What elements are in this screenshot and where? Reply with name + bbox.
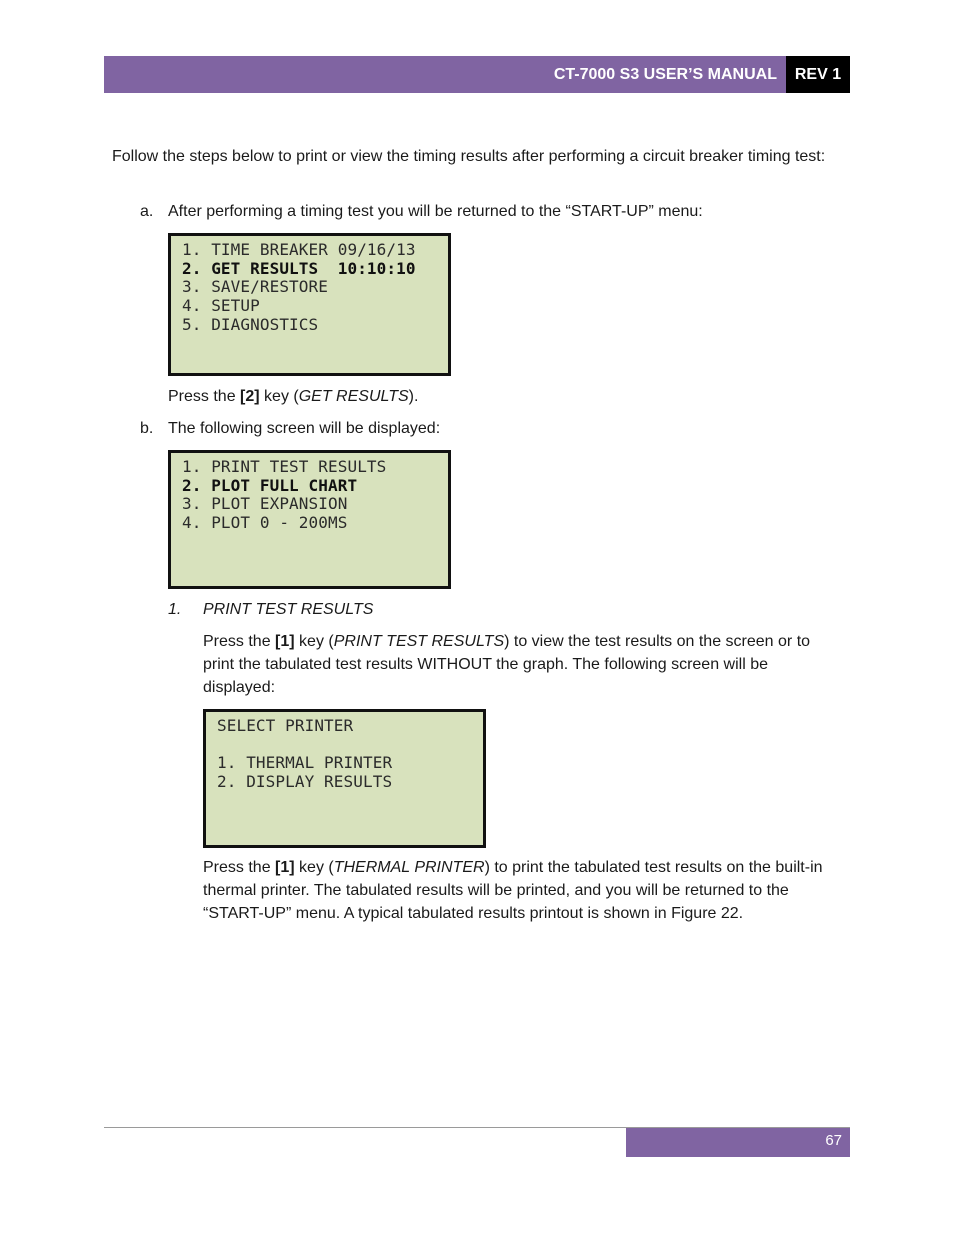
intro-paragraph: Follow the steps below to print or view the timing results after performing a circuit breaker timing test: [112,148,826,165]
lcd-line [217,736,483,755]
key-label: [1] [275,859,295,876]
step-a-marker: a. [140,203,154,220]
option-name: GET RESULTS [298,388,409,405]
sub1-title-text: PRINT TEST RESULTS [203,601,374,618]
lcd-line: 5. DIAGNOSTICS [182,314,319,334]
step-a-text: After performing a timing test you will be returned to the “START-UP” menu: [168,203,703,220]
instruction-text: key ( [259,388,299,405]
lcd-line: 3. SAVE/RESTORE [182,277,328,297]
lcd-line-highlighted: 2. GET RESULTS 10:10:10 [182,258,416,278]
step-a-instruction [168,385,418,408]
manual-title: CT-7000 S3 USER’S MANUAL [553,66,777,83]
instruction-text: key ( [294,859,334,876]
lcd-startup-menu [168,233,451,376]
instruction-text: ). [408,388,419,405]
key-label: [1] [275,633,295,650]
step-b-marker: b. [140,420,154,437]
sub1-marker [168,598,181,621]
step-b-text: The following screen will be displayed: [168,420,441,437]
lcd-line: 1. THERMAL PRINTER [217,753,393,773]
instruction-text: Press the [203,633,276,650]
instruction-text: key ( [294,633,334,650]
lcd-results-menu [168,450,451,589]
header-bar [104,56,786,93]
key-label: [2] [240,388,260,405]
option-name: THERMAL PRINTER [333,859,485,876]
instruction-text: ) to print the tabulated test results on the built-in thermal printer. The tabulated results will be printed, and you will be returned to the “START-UP” menu. A typical tabulated results printout is shown in Figure 22. [203,859,823,922]
revision-badge: REV 1 [786,56,850,93]
sub1-number: 1. [168,601,182,618]
lcd-line: 1. PRINT TEST RESULTS [182,457,387,476]
instruction-text: Press the [203,859,276,876]
lcd-line: 4. SETUP [182,296,260,316]
lcd-line: 4. PLOT 0 - 200MS [182,513,348,533]
sub1-paragraph-2 [203,856,839,925]
lcd-line-highlighted: 2. PLOT FULL CHART [182,475,358,495]
option-name: PRINT TEST RESULTS [333,633,505,650]
instruction-text: Press the [168,388,241,405]
lcd-line: 1. TIME BREAKER 09/16/13 [182,240,416,259]
page-number: 67 [626,1128,850,1157]
sub1-title [203,598,373,621]
lcd-line: 2. DISPLAY RESULTS [217,772,393,792]
instruction-text: ) to view the test results on the screen or to print the tabulated test results WITHOUT the graph. The following screen will be displayed: [203,633,811,696]
lcd-line: 3. PLOT EXPANSION [182,494,348,514]
sub1-paragraph-1 [203,630,839,699]
lcd-line: SELECT PRINTER [217,716,354,735]
lcd-select-printer [203,709,486,848]
